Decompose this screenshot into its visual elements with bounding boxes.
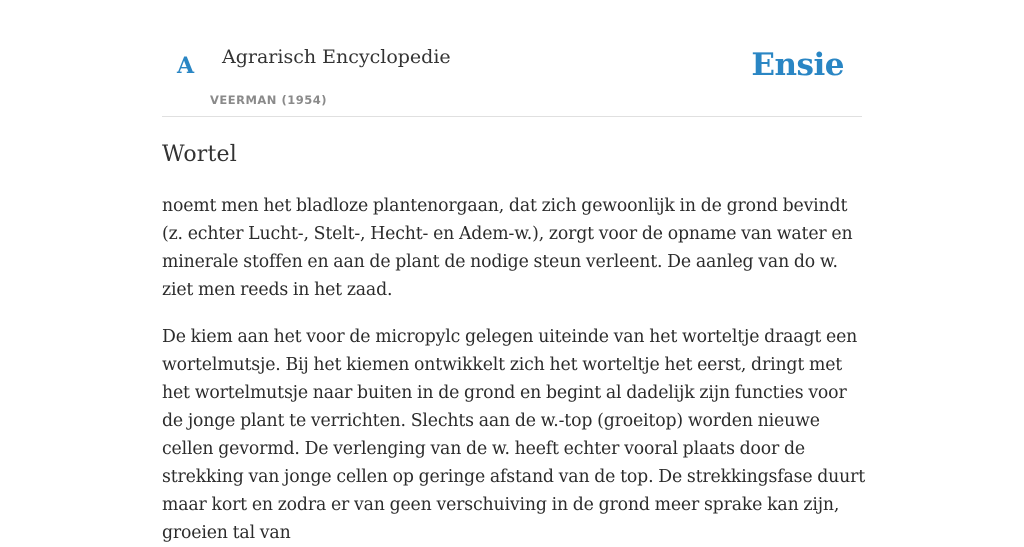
header [162, 0, 862, 117]
source-subtitle: VEERMAN (1954) [210, 93, 327, 107]
ensie-logo[interactable]: Ensie [751, 47, 844, 83]
article-title: Wortel [162, 142, 237, 167]
source-title-link[interactable]: Agrarisch Encyclopedie [222, 46, 451, 68]
article-paragraph: De kiem aan het voor de micropylc gelegen uiteinde van het worteltje draagt een wortelmutsje. Bij het kiemen ontwikkelt zich het worteltje het eerst, dringt met het wortelmutsje naar buiten in de grond en begint al dadelijk zijn functies voor de jonge plant te verrichten. Slechts aan de w.-top (groeitop) worden nieuwe cellen gevormd. De verlenging van de w. heeft echter vooral plaats door de strekking van jonge cellen op geringe afstand van de top. De strekkingsfase duurt maar kort en zodra er van geen verschuiving in de grond meer sprake kan zijn, groeien tal van [162, 327, 866, 543]
index-letter-link[interactable]: A [177, 53, 195, 79]
article-paragraph: noemt men het bladloze plantenorgaan, dat zich gewoonlijk in de grond bevindt (z. echter Lucht-, Stelt-, Hecht- en Adem-w.), zorgt voor de opname van water en minerale stoffen en aan de plant de nodige steun verleent. De aanleg van do w. ziet men reeds in het zaad. [162, 196, 853, 300]
article [162, 138, 867, 547]
